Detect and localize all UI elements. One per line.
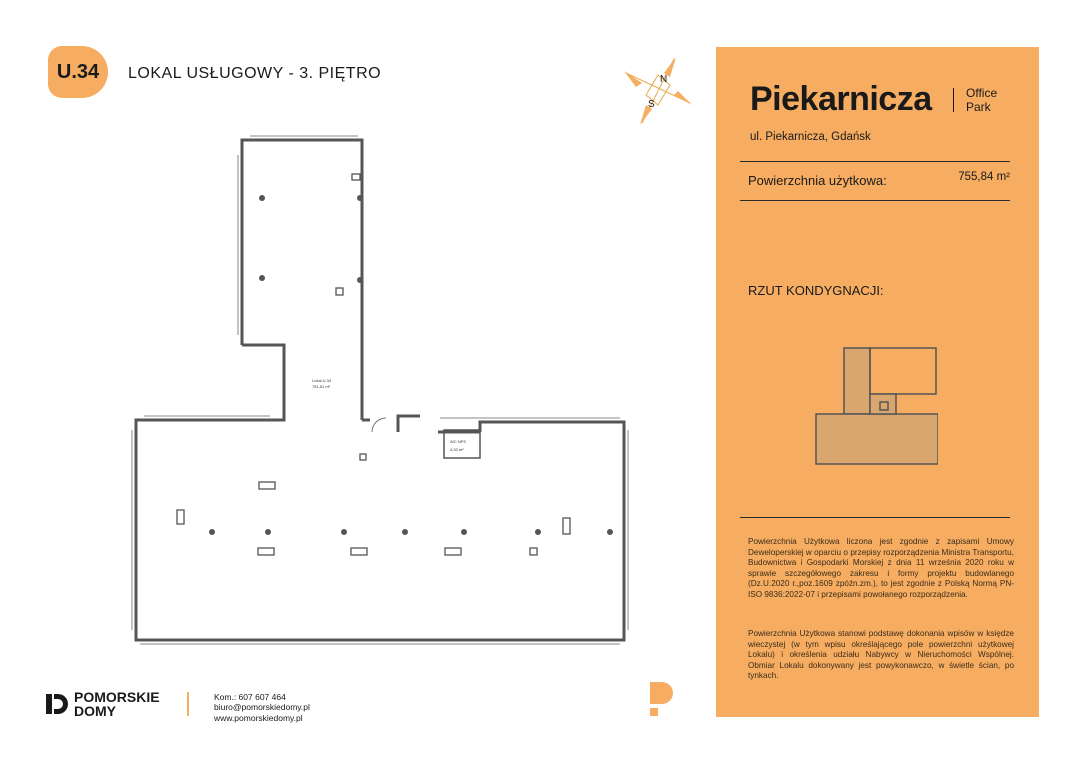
p-brand-icon	[648, 680, 678, 718]
unit-code: U.34	[56, 60, 100, 83]
plan-shafts	[177, 174, 570, 555]
divider-top	[740, 161, 1010, 162]
brand-sub-line1: Office	[966, 86, 998, 100]
company-logo	[46, 690, 160, 718]
wc-name: WC NPS	[450, 439, 466, 444]
compass-icon	[620, 55, 696, 127]
contact-email[interactable]: biuro@pomorskiedomy.pl	[214, 702, 310, 713]
brand-subtitle	[966, 86, 997, 114]
compass-north: N	[660, 74, 668, 85]
note-paragraph-2: Powierzchnia Użytkowa stanowi podstawę dokonania wpisów w księdze wieczystej (w tym wpisu określającego pole powierzchni użytkowej Lokalu) i określenia udziału Nabywcy w Nieruchomości Wspólnej. Obmiar Lokalu dokonywany jest powykonawczo, w świetle ścian, po tynkach.	[748, 629, 1014, 681]
compass-south: S	[648, 99, 655, 110]
pomorskie-domy-logo-icon	[46, 692, 68, 716]
brand-sub-line2: Park	[966, 100, 991, 114]
area-value: 755,84 m²	[958, 171, 1010, 183]
brand-divider	[953, 88, 954, 112]
plan-columns	[209, 195, 613, 535]
floor-plan-label: RZUT KONDYGNACJI:	[748, 283, 884, 298]
area-label: Powierzchnia użytkowa:	[748, 173, 887, 188]
floor-plan	[120, 130, 640, 650]
divider-area	[740, 200, 1010, 201]
door-icon	[372, 418, 386, 432]
note-paragraph-1: Powierzchnia Użytkowa liczona jest zgodnie z zapisami Umowy Deweloperskiej w oparciu o przepisy rozporządzenia Ministra Transportu, Budownictwa i Gospodarki Morskiej z dnia 11 września 2020 roku w sprawie szczegółowego zakresu i formy projektu budowlanego (Dz.U.2020 r.,poz.1609 zpóźn.zm.), to jest zgodnie z Polską Normą PN-ISO 9836:2022-07 i przepisami powołanego rozporządzenia.	[748, 537, 1014, 599]
wc-room	[444, 430, 480, 458]
company-name-line1: POMORSKIE	[74, 689, 160, 705]
plan-walls	[136, 140, 624, 640]
footer-divider	[187, 692, 189, 716]
company-name-line2: DOMY	[74, 703, 116, 719]
divider-notes	[740, 517, 1010, 518]
unit-badge	[48, 46, 108, 98]
address: ul. Piekarnicza, Gdańsk	[750, 131, 871, 143]
room-area: 751,51 m²	[312, 384, 331, 389]
brand-name: Piekarnicza	[750, 80, 932, 118]
page-title: LOKAL USŁUGOWY - 3. PIĘTRO	[128, 65, 382, 82]
contact-website[interactable]: www.pomorskiedomy.pl	[214, 712, 303, 723]
room-name: Lokal U.34	[312, 378, 332, 383]
mini-floor-plan	[812, 344, 938, 468]
contact-block	[214, 692, 310, 723]
plan-windows	[132, 136, 628, 644]
contact-phone: Kom.: 607 607 464	[214, 692, 286, 702]
wc-area: 4,33 m²	[450, 447, 464, 452]
